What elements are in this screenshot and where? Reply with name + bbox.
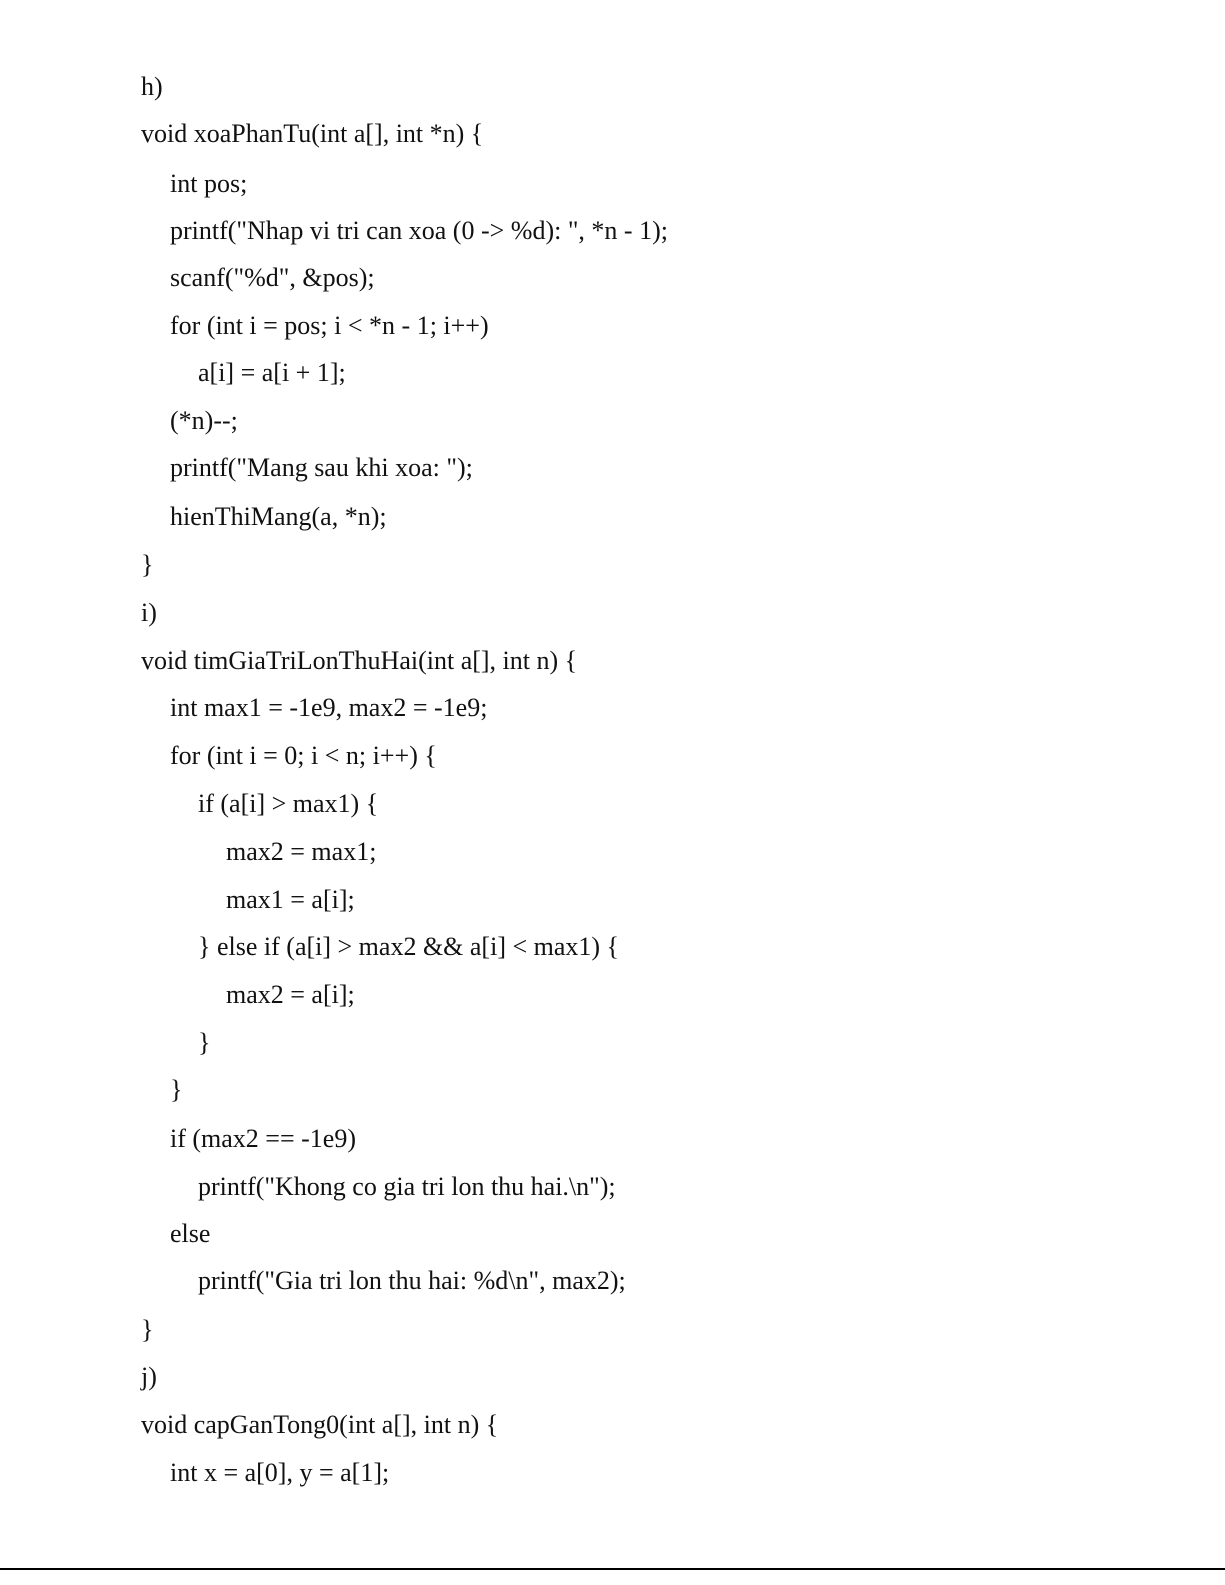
code-line: int max1 = -1e9, max2 = -1e9; — [170, 693, 488, 722]
code-line: int pos; — [170, 169, 248, 198]
code-line: scanf("%d", &pos); — [170, 263, 375, 292]
code-line: } — [141, 1315, 154, 1344]
code-line: } — [170, 1075, 183, 1104]
page-bottom-border — [0, 1568, 1225, 1570]
code-line: void capGanTong0(int a[], int n) { — [141, 1410, 499, 1439]
code-line: void timGiaTriLonThuHai(int a[], int n) { — [141, 646, 578, 675]
code-line: a[i] = a[i + 1]; — [198, 358, 346, 387]
section-label-h: h) — [141, 72, 163, 101]
code-line: hienThiMang(a, *n); — [170, 502, 387, 531]
code-line: if (max2 == -1e9) — [170, 1124, 356, 1153]
code-line: printf("Mang sau khi xoa: "); — [170, 453, 473, 482]
code-line: printf("Gia tri lon thu hai: %d\n", max2); — [198, 1266, 626, 1295]
code-line: max2 = max1; — [226, 837, 377, 866]
code-line: printf("Nhap vi tri can xoa (0 -> %d): ", *n - 1); — [170, 216, 668, 245]
section-label-j: j) — [141, 1362, 157, 1391]
code-line: max2 = a[i]; — [226, 980, 355, 1009]
code-line: } — [198, 1028, 211, 1057]
code-line: max1 = a[i]; — [226, 885, 355, 914]
code-line: for (int i = 0; i < n; i++) { — [170, 741, 437, 770]
code-line: void xoaPhanTu(int a[], int *n) { — [141, 119, 484, 148]
code-line: int x = a[0], y = a[1]; — [170, 1458, 390, 1487]
code-line: if (a[i] > max1) { — [198, 789, 379, 818]
code-line: for (int i = pos; i < *n - 1; i++) — [170, 311, 489, 340]
section-label-i: i) — [141, 598, 157, 627]
code-line: printf("Khong co gia tri lon thu hai.\n"); — [198, 1172, 616, 1201]
code-line: } else if (a[i] > max2 && a[i] < max1) { — [198, 932, 620, 961]
code-line: (*n)--; — [170, 406, 238, 435]
code-line: } — [141, 550, 154, 579]
code-line: else — [170, 1219, 211, 1248]
